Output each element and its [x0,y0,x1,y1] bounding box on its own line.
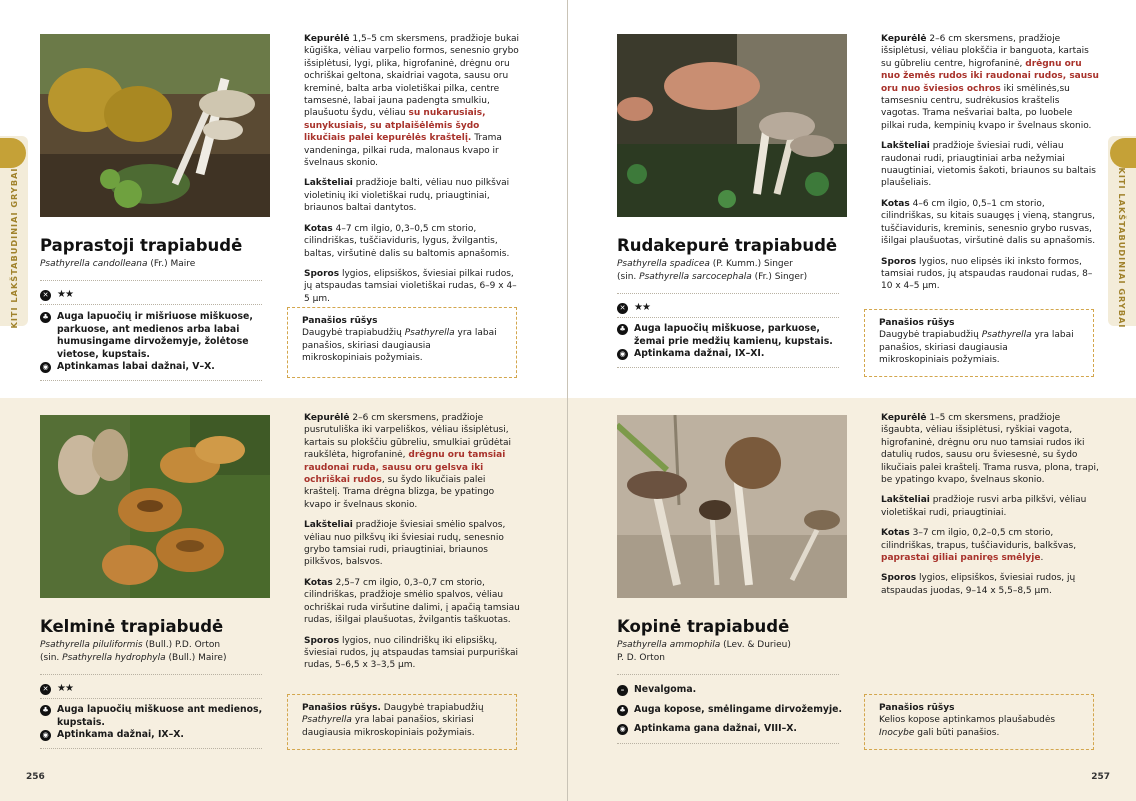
spores-label: Sporos [304,635,340,646]
habitat-icon: ♣ [40,705,51,716]
tab-marker [1110,138,1136,168]
latin-author: (Fr.) Maire [147,259,196,269]
gills-label: Lakšteliai [304,520,353,531]
similar-genus: Inocybe [879,727,915,738]
similar-genus: Psathyrella [302,715,352,726]
gills-text: pradžioje šviesiai rudi, vėliau raudonai rudi, priaugtiniai arba nežymiai nuaugtiniai, vietomis šakoti, briaunos su baltais plaušeliais. [881,141,1096,189]
habitat-row [40,704,265,729]
habitat-row [617,704,842,717]
mushroom-photo-ammophila [617,415,847,598]
occurrence-row [617,723,842,736]
latin-binomial: Psathyrella ammophila [617,640,721,650]
similar-species-box [864,309,1094,377]
synonym-author: (Bull.) Maire) [165,653,227,663]
edibility-rating: ★★ [57,289,73,300]
spores-text: lygios, nuo cilindriškų iki elipsiškų, šviesiai rudos, jų atspaudas tamsiai purpuriškai rudas, 5–6,5 x 3–3,5 µm. [304,635,519,671]
stem-paragraph [304,223,522,260]
stem-label: Kotas [881,528,910,539]
stem-label: Kotas [881,198,910,209]
similar-species-box [864,694,1094,750]
eye-icon: ◉ [617,724,628,735]
synonym-latin: Psathyrella hydrophyla [62,653,166,663]
cap-label: Kepurėlė [304,34,350,44]
synonym-author: (Fr.) Singer) [751,272,808,282]
stem-text: 3–7 cm ilgio, 0,2–0,5 cm storio, cilindriškas, trapus, tuščiaviduris, balkšvas, [881,528,1077,551]
stem-text: 2,5–7 cm ilgio, 0,3–0,7 cm storio, cilindriškas, pradžioje smėlio spalvos, vėliau ochriškai ruda viršutine dalimi, į apačią tamsiau rudas, išilgai plaušuotas, žvilgantis taškuotas. [304,577,520,626]
right-page [568,0,1136,801]
spores-label: Sporos [881,573,917,584]
eye-icon: ◉ [40,730,51,741]
cap-text-end: Trama vandeninga, pilkai ruda, malonaus kvapo ir švelnaus skonio. [304,133,502,169]
gills-label: Lakšteliai [881,141,930,152]
cap-text-end: , su šydo likučiais palei kraštelį. Trama drėgna blizga, be ypatingo kvapo ir švelnaus skonio. [304,475,495,510]
occurrence-row [40,729,265,742]
habitat-text: Auga lapuočių miškuose, parkuose, žemai prie medžių kamienų, kupstais. [634,323,833,347]
gills-label: Lakšteliai [304,178,353,189]
cap-text-end: iki smėlinės,su tamsesniu centru, sudrėkusios kraštelis vagotas. Trama nešvariai balta, po luobele pilkai ruda, kempinių kvapo ir švelnaus skonio. [881,83,1092,131]
cap-text: 2–6 cm skersmens, pradžioje pusrutuliška iki varpeliškos, vėliau išsiplėtusi, kartais su plokščiu gūbreliu, smulkiai grūdėtai raukšlėta, higrofaninė, [304,413,512,461]
similar-text: Daugybė trapiabudžių [879,330,982,341]
mushroom-photo-candolleana [40,34,270,217]
latin-binomial: Psathyrella candolleana [40,259,148,269]
synonym-prefix: (sin. [617,272,640,282]
similar-text-end: yra labai panašios, skiriasi daugiausia mikroskopiniais požymiais. [302,328,497,364]
species-title: Rudakepurė trapiabudė [617,236,838,255]
divider [617,317,839,318]
page-number: 257 [1091,772,1110,782]
stem-label: Kotas [304,223,333,234]
spores-label: Sporos [304,268,340,279]
spores-text: lygios, nuo elipsės iki inksto formos, tamsiai rudos, jų atspaudas raudonai rudas, 8–10 x 4–5 µm. [881,256,1093,292]
spores-paragraph [881,572,1099,597]
spores-label: Sporos [881,256,917,267]
edibility-rating: ★★ [634,302,650,313]
habitat-icon: ♣ [40,312,51,323]
edibility-row [617,302,842,315]
no-entry-icon: – [617,685,628,696]
divider [617,743,839,744]
habitat-text: Auga kopose, smėlingame dirvožemyje. [634,704,842,715]
crossed-utensils-icon: ✕ [40,290,51,301]
similar-label: Panašios rūšys [879,703,955,713]
edibility-text: Nevalgoma. [634,684,697,695]
species-latin-name [617,258,852,284]
habitat-icon: ♣ [617,324,628,335]
species-title: Kopinė trapiabudė [617,617,790,636]
gills-paragraph [881,140,1099,190]
similar-text: Daugybė trapiabudžių [380,703,484,713]
divider [617,293,839,294]
gills-paragraph [304,519,522,569]
similar-genus: Psathyrella [404,328,455,339]
gills-label: Lakšteliai [881,495,930,506]
similar-label: Panašios rūšys [302,316,378,326]
divider [40,380,262,381]
divider [40,304,262,305]
stem-text: 4–7 cm ilgio, 0,3–0,5 cm storio, cilindriškas, tuščiaviduris, lygus, žvilgantis, baltas, viršutinė dalis su baltomis apnašomis. [304,223,510,259]
similar-species-box [287,694,517,750]
mushroom-photo-piluliformis [40,415,270,598]
cap-label: Kepurėlė [881,413,927,423]
similar-label: Panašios rūšys. [302,703,381,713]
stem-highlight: paprastai giliai paniręs smėlyje [881,553,1041,564]
similar-text-end: yra labai panašios, skiriasi daugiausia mikroskopiniais požymiais. [302,715,475,738]
habitat-text: Auga lapuočių ir mišriuose miškuose, parkuose, ant medienos arba labai humusingame dirvožemyje, žolėtose vietose, kupstais. [57,311,253,360]
edibility-row [617,684,842,697]
divider [40,698,262,699]
edibility-rating: ★★ [57,683,73,694]
occurrence-row [40,361,265,374]
synonym-latin: Psathyrella sarcocephala [639,272,752,282]
cap-paragraph [304,412,522,511]
gills-paragraph [881,494,1099,519]
cap-highlight: drėgnu oru tamsiai raudonai ruda, sausu oru gelsva iki ochriškai rudos [304,450,506,486]
gills-text: pradžioje balti, vėliau nuo pilkšvai violetinių iki violetiškai rudų, priaugtiniai, briaunos baltai dantytos. [304,178,510,214]
divider [617,367,839,368]
edibility-row [40,289,265,302]
latin-author-cont: P. D. Orton [617,653,665,663]
stem-text-end: . [1040,553,1044,564]
cap-label: Kepurėlė [304,413,350,423]
cap-paragraph [881,412,1099,486]
crossed-utensils-icon: ✕ [617,303,628,314]
species-latin-name [617,639,852,665]
occurrence-text: Aptinkamas labai dažnai, V–X. [57,361,215,372]
occurrence-text: Aptinkama dažnai, IX–X. [57,729,184,740]
eye-icon: ◉ [40,362,51,373]
stem-text: 4–6 cm ilgio, 0,5–1 cm storio, cilindriškas, su kitais suaugęs į vieną, stangrus, tuščiaviduris, kreminis, senesnio grybo rusvas, išilgai plaušuotas, viršutinė dalis su apnašomis. [881,198,1096,247]
section-tab-label: KITI LAKŠTABUDINIAI GRYBAI [9,167,19,329]
species-title: Paprastoji trapiabudė [40,236,243,255]
description-column [304,33,522,313]
occurrence-row [617,348,842,361]
habitat-row [40,311,265,361]
mushroom-photo-spadicea [617,34,847,217]
similar-text: Daugybė trapiabudžių [302,328,405,339]
spores-paragraph [304,268,522,305]
divider [40,674,262,675]
similar-text-end: gali būti panašios. [914,727,1000,738]
latin-author: (P. Kumm.) Singer [709,259,793,269]
latin-author: (Lev. & Durieu) [720,640,791,650]
stem-label: Kotas [304,577,333,588]
species-latin-name [40,258,275,271]
occurrence-text: Aptinkama dažnai, IX–XI. [634,348,765,359]
similar-species-box [287,307,517,378]
eye-icon: ◉ [617,349,628,360]
divider [40,748,262,749]
gills-text: pradžioje rusvi arba pilkšvi, vėliau violetiškai rudi, priaugtiniai. [881,495,1087,518]
cap-highlight: drėgnu oru nuo žemės rudos iki raudonai rudos, sausu oru nuo šviesios ochros [881,58,1099,94]
crossed-utensils-icon: ✕ [40,684,51,695]
section-tab [0,136,28,329]
cap-paragraph [304,33,522,169]
cap-text: 2–6 cm skersmens, pradžioje išsiplėtusi, vėliau plokščia ir banguota, kartais su gūbreliu centre, higrofaninė, [881,34,1089,69]
occurrence-text: Aptinkama gana dažnai, VIII–X. [634,723,797,734]
habitat-icon: ♣ [617,705,628,716]
cap-paragraph [881,33,1099,132]
similar-text: Kelios kopose aptinkamos plaušabudės [879,715,1056,726]
tab-marker [0,138,26,168]
section-tab-label: KITI LAKŠTABUDINIAI GRYBAI [1117,167,1127,329]
gills-text: pradžioje šviesiai smėlio spalvos, vėliau nuo pilkšvų iki šviesiai rudų, senesnio grybo tamsiai rudi, priaugtiniai, briaunos pilkšvos, balsvos. [304,520,506,568]
divider [617,674,839,675]
cap-highlight: su nukarusiais, sunykusiais, su atplaišėlėmis šydo likučiais palei kepurėlės kraštelį. [304,108,486,144]
species-title: Kelminė trapiabudė [40,617,224,636]
stem-paragraph [881,198,1099,248]
stem-paragraph [304,577,522,627]
spores-paragraph [881,256,1099,293]
cap-text: 1,5–5 cm skersmens, pradžioje bukai kūgiška, vėliau varpelio formos, senesnio grybo išsiplėtusi, lygi, plika, higrofaninė, drėgnu oru ochriškai geltona, skaidriai vagota, sausu oru kreminė, balta arba violetiškai pilka, centre tamsesnė, labai jauna padengta smulkiu, plaušuotu šydu, vėliau [304,34,520,119]
spores-text: lygios, elipsiškos, šviesiai rudos, jų atspaudas juodas, 9–14 x 5,5–8,5 µm. [881,573,1076,596]
latin-binomial: Psathyrella piluliformis [40,640,143,650]
synonym-prefix: (sin. [40,653,63,663]
page-number: 256 [26,772,45,782]
similar-genus: Psathyrella [981,330,1032,341]
latin-author: (Bull.) P.D. Orton [142,640,221,650]
stem-paragraph [881,527,1099,564]
latin-binomial: Psathyrella spadicea [617,259,710,269]
description-column [881,412,1099,605]
divider [40,280,262,281]
section-tab [1108,136,1136,329]
species-latin-name [40,639,275,665]
spores-paragraph [304,635,522,672]
similar-text-end: yra labai panašios, skiriasi daugiausia mikroskopiniais požymiais. [879,330,1074,366]
similar-label: Panašios rūšys [879,318,955,328]
habitat-row [617,323,842,348]
cap-text: 1–5 cm skersmens, pradžioje išgaubta, vėliau išsiplėtusi, ryškiai vagota, higrofaninė, drėgnu oru nuo tamsiai rudos iki datulių rudos, sausu oru šviesesnė, su šydo likučiais palei kraštelį. Trama rusva, plona, trapi, be ypatingo kvapo, švelnaus skonio. [881,413,1099,486]
edibility-row [40,683,265,696]
spores-text: lygios, elipsiškos, šviesiai pilkai rudos, jų atspaudas tamsiai violetiškai rudas, 6–9 x 4–5 µm. [304,268,517,304]
cap-label: Kepurėlė [881,34,927,44]
description-column [304,412,522,680]
habitat-text: Auga lapuočių miškuose ant medienos, kupstais. [57,704,263,728]
gills-paragraph [304,177,522,214]
description-column [881,33,1099,301]
book-gutter [567,0,568,801]
